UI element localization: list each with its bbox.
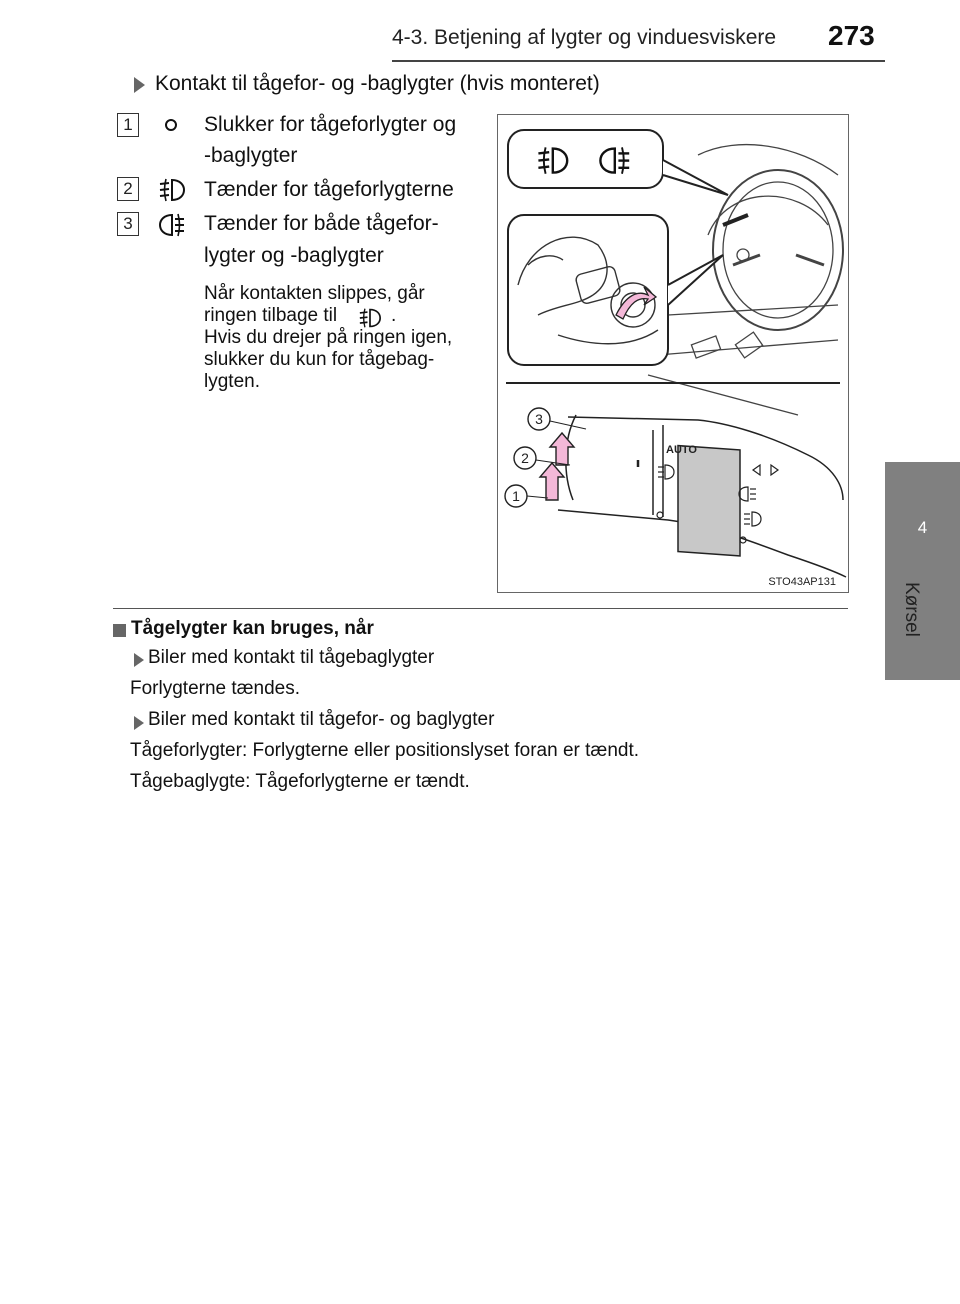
section-item-3: Biler med kontakt til tågefor- og baglygter bbox=[148, 709, 495, 730]
fog-switch-illustration bbox=[497, 114, 849, 593]
bullet-arrow-icon bbox=[134, 653, 144, 667]
chapter-label: Kørsel bbox=[901, 582, 922, 637]
off-circle-icon bbox=[163, 117, 179, 133]
rear-fog-icon bbox=[158, 212, 186, 238]
section-item-1: Biler med kontakt til tågebaglygter bbox=[148, 647, 435, 668]
bullet-arrow-icon bbox=[134, 77, 145, 93]
header-rule bbox=[392, 60, 885, 62]
page-number: 273 bbox=[828, 20, 875, 51]
note-line4: slukker du kun for tågebag- bbox=[204, 349, 435, 370]
icon-callout-bubble bbox=[508, 130, 663, 188]
section-square-bullet bbox=[113, 624, 126, 637]
note-line2a: ringen tilbage til bbox=[204, 305, 338, 326]
section-title: Tågelygter kan bruges, når bbox=[131, 618, 374, 639]
front-fog-icon bbox=[158, 177, 186, 203]
section-item-5: Tågebaglygte: Tågeforlygterne er tændt. bbox=[130, 771, 470, 792]
note-line5: lygten. bbox=[204, 371, 260, 392]
illustration-drawing bbox=[498, 115, 848, 592]
position-2-line1: Tænder for tågeforlygterne bbox=[204, 178, 454, 201]
position-3-line1: Tænder for både tågefor- bbox=[204, 212, 439, 235]
chapter-number: 4 bbox=[917, 518, 928, 537]
bullet-arrow-icon bbox=[134, 716, 144, 730]
arrow-position-2 bbox=[550, 433, 574, 465]
front-fog-icon bbox=[358, 307, 382, 329]
position-badge-1: 1 bbox=[117, 113, 139, 137]
callout-2: 2 bbox=[521, 450, 529, 466]
arrow-position-1 bbox=[540, 463, 564, 500]
chapter-label-wrap bbox=[896, 582, 926, 652]
note-line2b: . bbox=[391, 305, 397, 326]
position-1-line1: Slukker for tågeforlygter og bbox=[204, 113, 457, 136]
section-item-2: Forlygterne tændes. bbox=[130, 678, 301, 699]
position-1-line2: -baglygter bbox=[204, 144, 298, 167]
position-3-line2: lygter og -baglygter bbox=[204, 244, 384, 267]
position-badge-3: 3 bbox=[117, 212, 139, 236]
position-badge-2: 2 bbox=[117, 177, 139, 201]
intro-title: Kontakt til tågefor- og -baglygter (hvis monteret) bbox=[155, 72, 600, 95]
section-item-4: Tågeforlygter: Forlygterne eller positionslyset foran er tændt. bbox=[130, 740, 640, 761]
callout-3: 3 bbox=[535, 411, 543, 427]
callout-1: 1 bbox=[512, 488, 520, 504]
auto-label: AUTO bbox=[666, 444, 697, 456]
fog-switch-ring bbox=[678, 446, 740, 556]
note-line3: Hvis du drejer på ringen igen, bbox=[204, 327, 453, 348]
section-separator bbox=[113, 608, 848, 609]
section-title: 4-3. Betjening af lygter og vinduesviskere bbox=[392, 26, 777, 49]
figure-code: STO43AP131 bbox=[768, 576, 836, 588]
note-line1: Når kontakten slippes, går bbox=[204, 283, 425, 304]
